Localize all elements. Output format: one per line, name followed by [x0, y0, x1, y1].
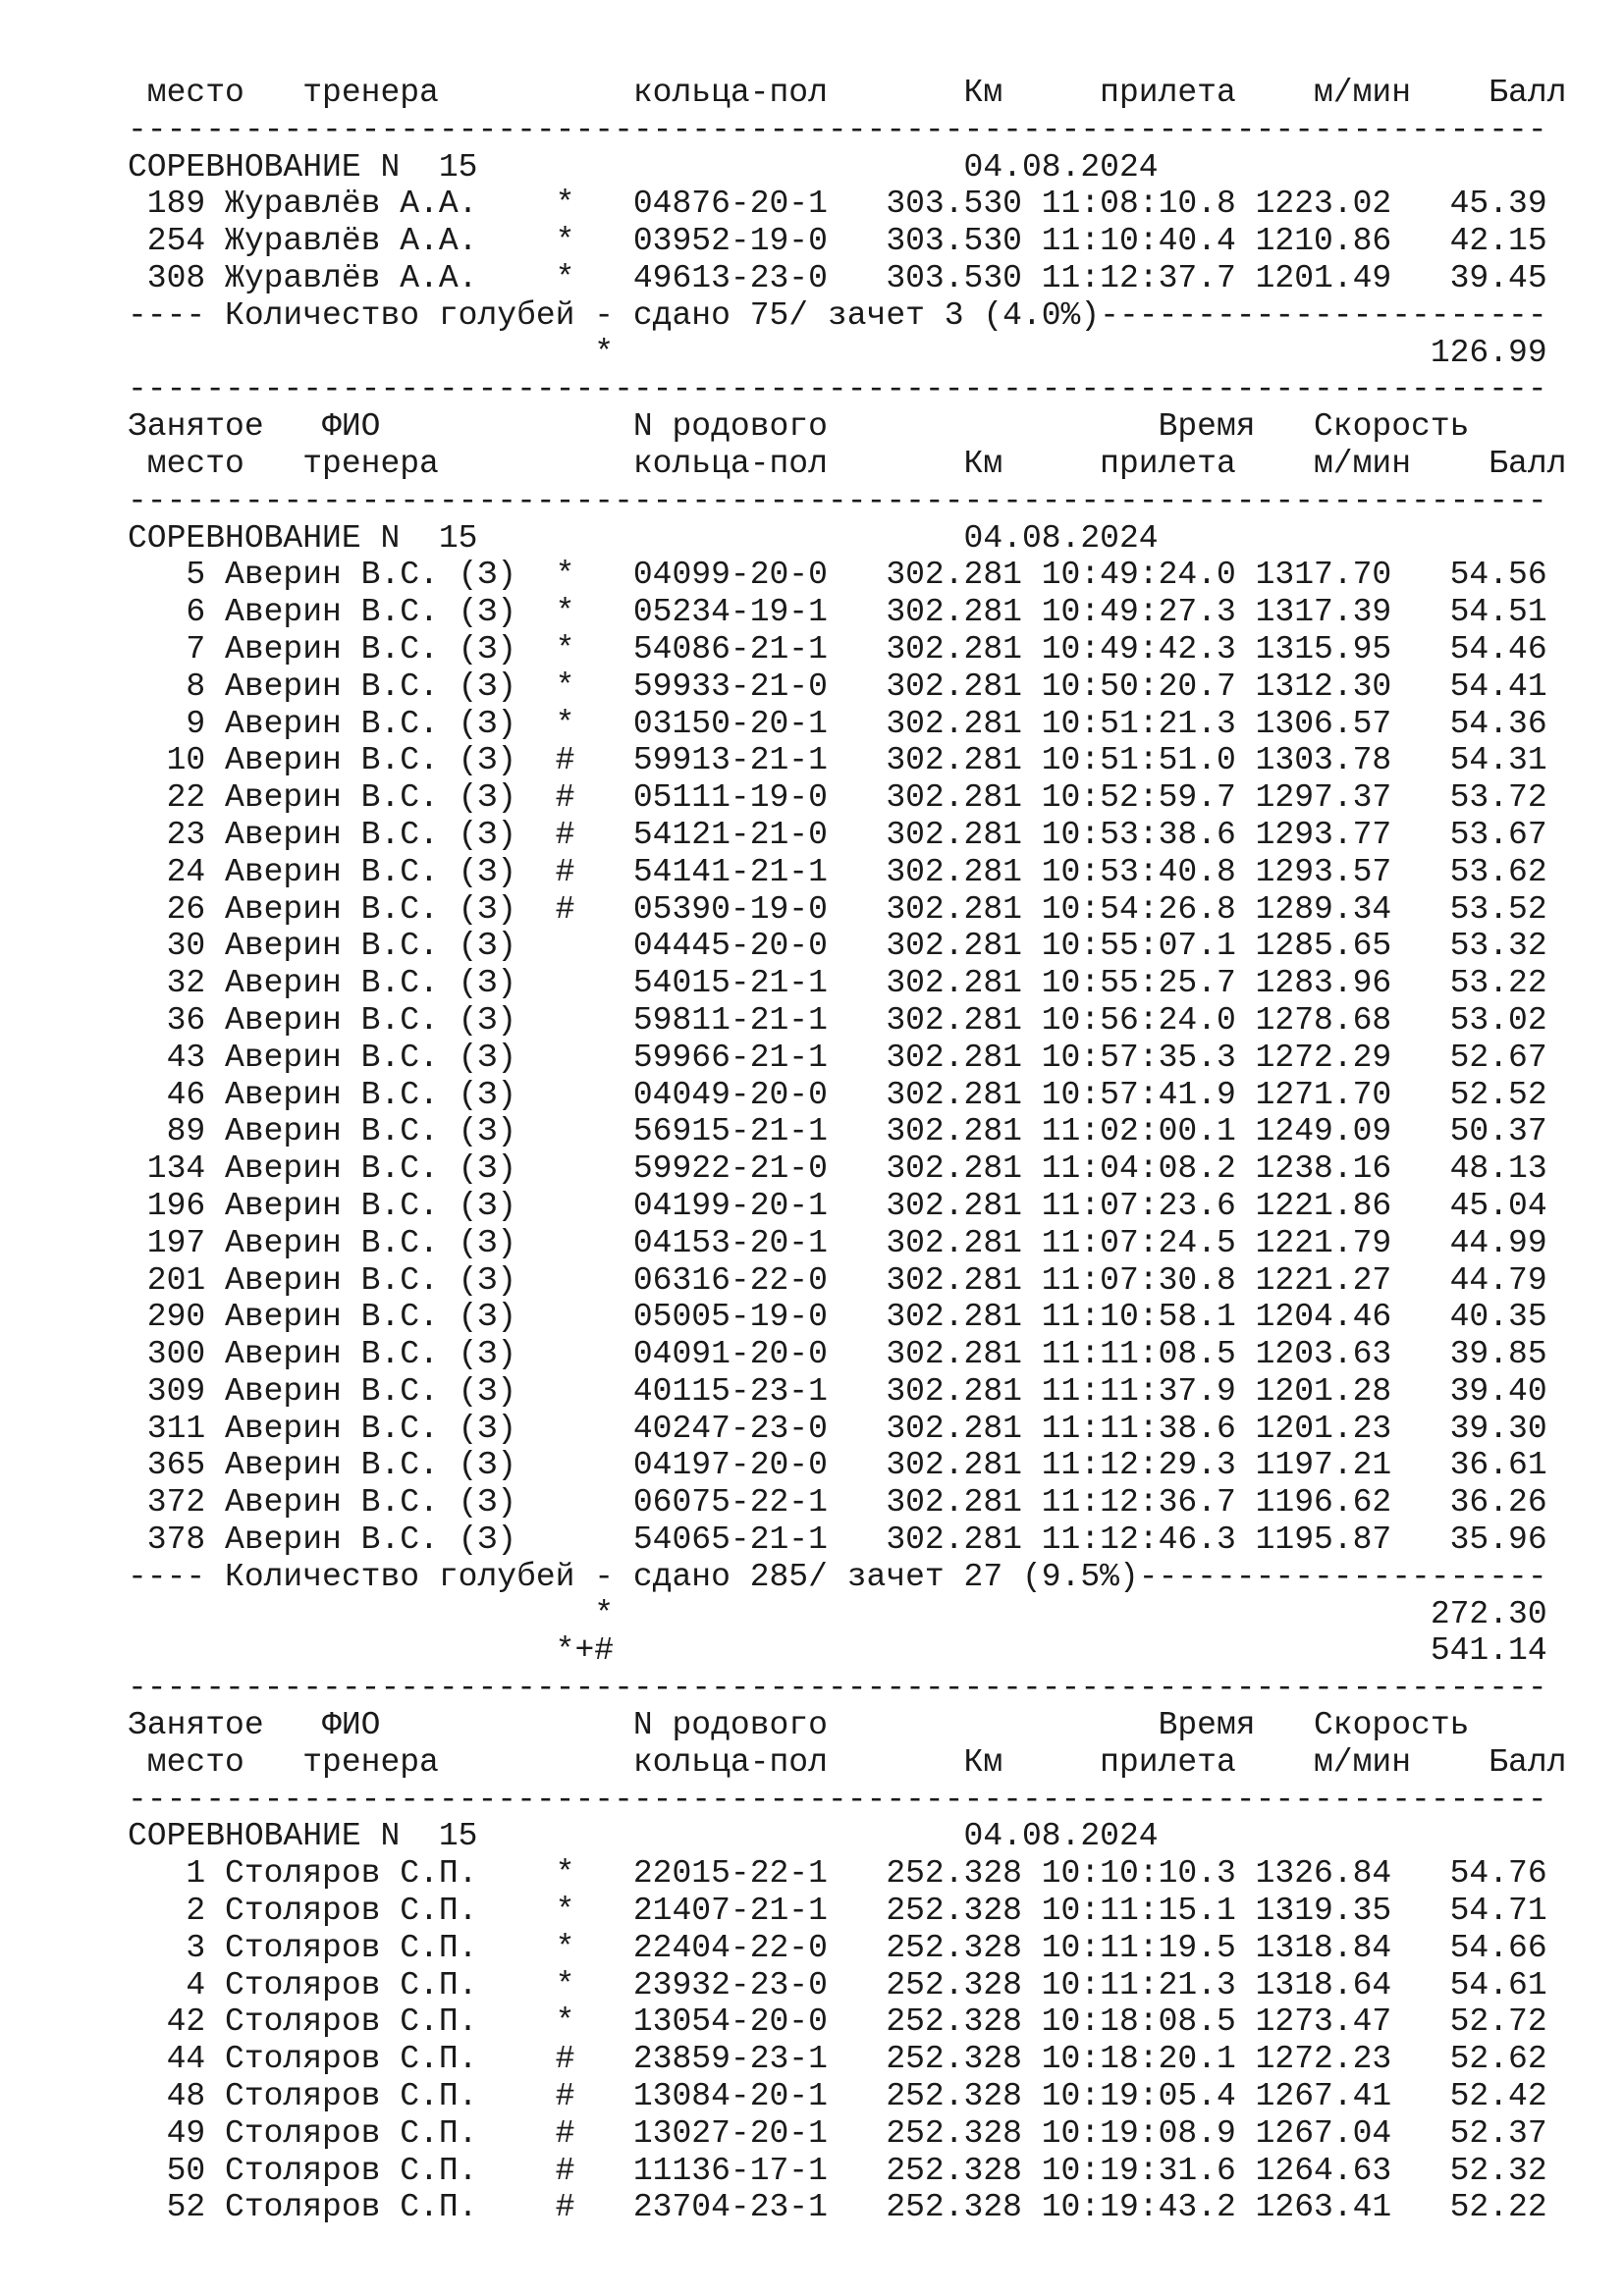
rule-line: ------------------------------------------------------------------------- [128, 482, 1547, 519]
result-row: 44 Столяров С.П. # 23859-23-1 252.328 10:18:20.1 1272.23 52.62 [128, 2041, 1547, 2078]
result-row: 22 Аверин В.С. (З) # 05111-19-0 302.281 10:52:59.7 1297.37 53.72 [128, 779, 1547, 817]
points-total: * 126.99 [128, 334, 1547, 371]
table-header-bottom: место тренера кольца-пол Км прилета м/мин Балл [128, 1743, 1567, 1781]
result-row: 50 Столяров С.П. # 11136-17-1 252.328 10:19:31.6 1264.63 52.32 [128, 2152, 1547, 2189]
result-row: 201 Аверин В.С. (З) 06316-22-0 302.281 11:07:30.8 1221.27 44.79 [128, 1261, 1547, 1299]
result-row: 196 Аверин В.С. (З) 04199-20-1 302.281 11:07:23.6 1221.86 45.04 [128, 1187, 1547, 1224]
result-row: 134 Аверин В.С. (З) 59922-21-0 302.281 11:04:08.2 1238.16 48.13 [128, 1150, 1547, 1188]
result-row: 52 Столяров С.П. # 23704-23-1 252.328 10:19:43.2 1263.41 52.22 [128, 2189, 1547, 2226]
pigeon-count-summary: ---- Количество голубей - сдано 75/ зачет 3 (4.0%)----------------------- [128, 296, 1547, 334]
rule-line: ------------------------------------------------------------------------- [128, 1781, 1547, 1818]
result-row: 32 Аверин В.С. (З) 54015-21-1 302.281 10:55:25.7 1283.96 53.22 [128, 965, 1547, 1002]
result-row: 46 Аверин В.С. (З) 04049-20-0 302.281 10:57:41.9 1271.70 52.52 [128, 1076, 1547, 1113]
result-row: 2 Столяров С.П. * 21407-21-1 252.328 10:11:15.1 1319.35 54.71 [128, 1893, 1547, 1930]
result-row: 43 Аверин В.С. (З) 59966-21-1 302.281 10:57:35.3 1272.29 52.67 [128, 1039, 1547, 1076]
pigeon-count-summary: ---- Количество голубей - сдано 285/ зачет 27 (9.5%)--------------------- [128, 1558, 1547, 1595]
table-header-top: Занятое ФИО N родового Время Скорость [128, 408, 1470, 446]
competition-title: СОРЕВНОВАНИЕ N 15 04.08.2024 [128, 519, 1159, 557]
result-row: 197 Аверин В.С. (З) 04153-20-1 302.281 11:07:24.5 1221.79 44.99 [128, 1224, 1547, 1261]
result-row: 1 Столяров С.П. * 22015-22-1 252.328 10:10:10.3 1326.84 54.76 [128, 1855, 1547, 1893]
competition-title: СОРЕВНОВАНИЕ N 15 04.08.2024 [128, 1818, 1159, 1855]
result-row: 308 Журавлёв А.А. * 49613-23-0 303.530 11:12:37.7 1201.49 39.45 [128, 259, 1547, 296]
result-row: 9 Аверин В.С. (З) * 03150-20-1 302.281 10:51:21.3 1306.57 54.36 [128, 705, 1547, 742]
points-total: * 272.30 [128, 1595, 1547, 1632]
result-row: 311 Аверин В.С. (З) 40247-23-0 302.281 11:11:38.6 1201.23 39.30 [128, 1410, 1547, 1447]
rule-line: ------------------------------------------------------------------------- [128, 111, 1547, 148]
result-row: 189 Журавлёв А.А. * 04876-20-1 303.530 11:08:10.8 1223.02 45.39 [128, 186, 1547, 223]
rule-line: ------------------------------------------------------------------------- [128, 371, 1547, 408]
result-row: 26 Аверин В.С. (З) # 05390-19-0 302.281 10:54:26.8 1289.34 53.52 [128, 890, 1547, 928]
result-row: 5 Аверин В.С. (З) * 04099-20-0 302.281 10:49:24.0 1317.70 54.56 [128, 557, 1547, 594]
result-row: 42 Столяров С.П. * 13054-20-0 252.328 10:18:08.5 1273.47 52.72 [128, 2003, 1547, 2041]
points-total: *+# 541.14 [128, 1632, 1547, 1670]
result-row: 372 Аверин В.С. (З) 06075-22-1 302.281 11:12:36.7 1196.62 36.26 [128, 1484, 1547, 1522]
result-row: 10 Аверин В.С. (З) # 59913-21-1 302.281 10:51:51.0 1303.78 54.31 [128, 742, 1547, 779]
result-row: 309 Аверин В.С. (З) 40115-23-1 302.281 11:11:37.9 1201.28 39.40 [128, 1372, 1547, 1410]
competition-title: СОРЕВНОВАНИЕ N 15 04.08.2024 [128, 148, 1159, 186]
result-row: 36 Аверин В.С. (З) 59811-21-1 302.281 10:56:24.0 1278.68 53.02 [128, 1001, 1547, 1039]
result-row: 300 Аверин В.С. (З) 04091-20-0 302.281 11:11:08.5 1203.63 39.85 [128, 1336, 1547, 1373]
result-row: 8 Аверин В.С. (З) * 59933-21-0 302.281 10:50:20.7 1312.30 54.41 [128, 667, 1547, 705]
result-row: 49 Столяров С.П. # 13027-20-1 252.328 10:19:08.9 1267.04 52.37 [128, 2114, 1547, 2152]
result-row: 378 Аверин В.С. (З) 54065-21-1 302.281 11:12:46.3 1195.87 35.96 [128, 1522, 1547, 1559]
result-row: 24 Аверин В.С. (З) # 54141-21-1 302.281 10:53:40.8 1293.57 53.62 [128, 853, 1547, 890]
result-row: 89 Аверин В.С. (З) 56915-21-1 302.281 11:02:00.1 1249.09 50.37 [128, 1113, 1547, 1150]
table-header-bottom: место тренера кольца-пол Км прилета м/мин Балл [128, 75, 1567, 111]
result-row: 23 Аверин В.С. (З) # 54121-21-0 302.281 10:53:38.6 1293.77 53.67 [128, 816, 1547, 853]
result-row: 254 Журавлёв А.А. * 03952-19-0 303.530 11:10:40.4 1210.86 42.15 [128, 223, 1547, 260]
result-row: 365 Аверин В.С. (З) 04197-20-0 302.281 11:12:29.3 1197.21 36.61 [128, 1447, 1547, 1484]
results-printout [128, 75, 1566, 2226]
rule-line: ------------------------------------------------------------------------- [128, 1670, 1547, 1707]
table-header-bottom: место тренера кольца-пол Км прилета м/мин Балл [128, 445, 1567, 482]
result-row: 30 Аверин В.С. (З) 04445-20-0 302.281 10:55:07.1 1285.65 53.32 [128, 928, 1547, 965]
table-header-top: Занятое ФИО N родового Время Скорость [128, 1707, 1470, 1744]
result-row: 6 Аверин В.С. (З) * 05234-19-1 302.281 10:49:27.3 1317.39 54.51 [128, 594, 1547, 631]
result-row: 4 Столяров С.П. * 23932-23-0 252.328 10:11:21.3 1318.64 54.61 [128, 1966, 1547, 2003]
result-row: 48 Столяров С.П. # 13084-20-1 252.328 10:19:05.4 1267.41 52.42 [128, 2078, 1547, 2115]
result-row: 290 Аверин В.С. (З) 05005-19-0 302.281 11:10:58.1 1204.46 40.35 [128, 1299, 1547, 1336]
result-row: 7 Аверин В.С. (З) * 54086-21-1 302.281 10:49:42.3 1315.95 54.46 [128, 630, 1547, 667]
result-row: 3 Столяров С.П. * 22404-22-0 252.328 10:11:19.5 1318.84 54.66 [128, 1929, 1547, 1966]
